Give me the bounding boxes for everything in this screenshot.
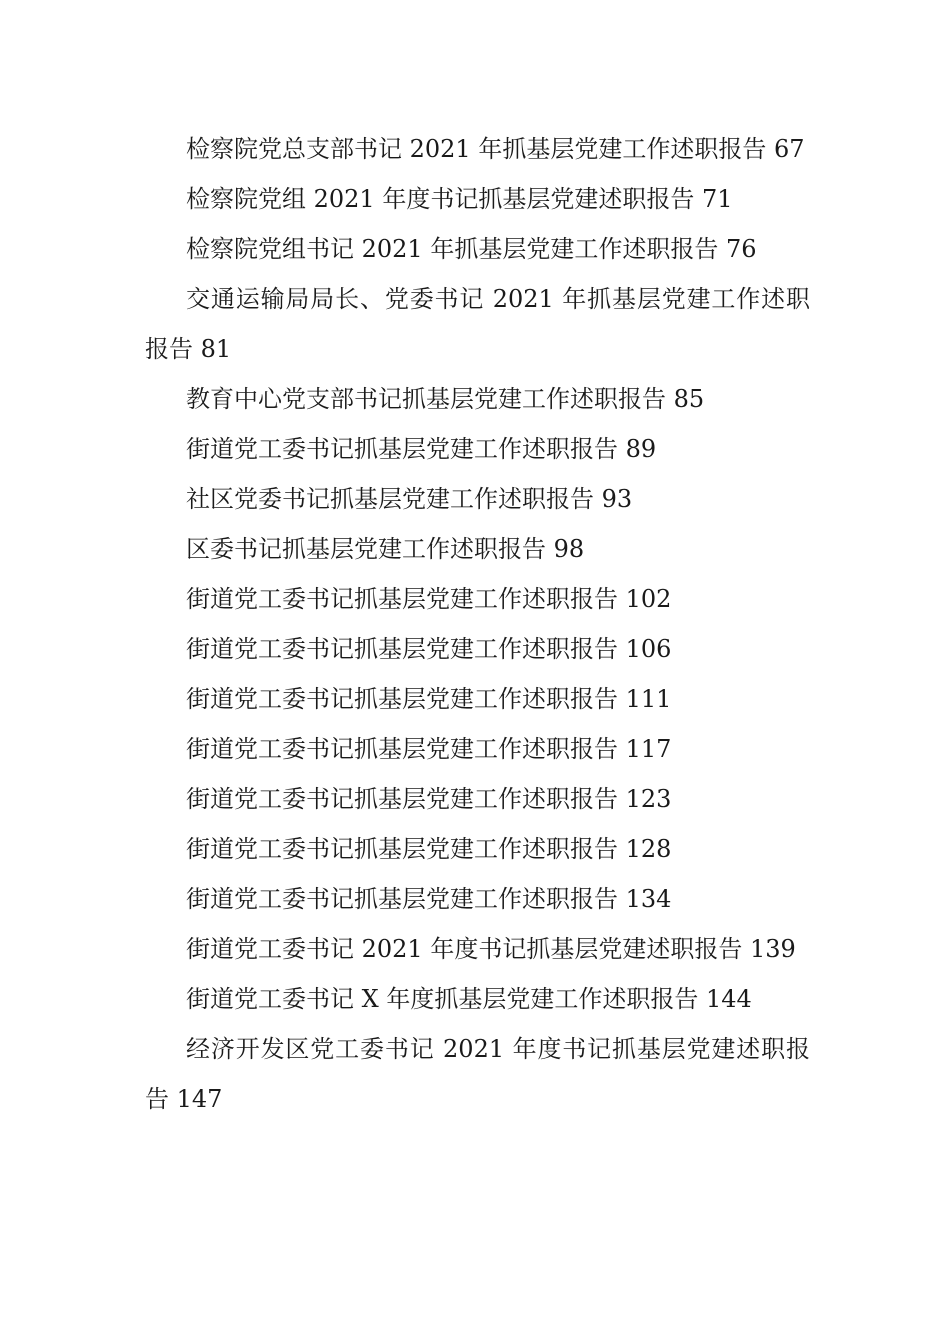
toc-entry-page: 98	[553, 535, 585, 563]
toc-entry	[145, 424, 810, 474]
toc-entry-page: 111	[625, 685, 672, 713]
toc-entry-title: 检察院党组 2021 年度书记抓基层党建述职报告	[186, 185, 695, 213]
toc-entry-title: 检察院党总支部书记 2021 年抓基层党建工作述职报告	[186, 135, 767, 163]
toc-entry-title: 街道党工委书记抓基层党建工作述职报告	[186, 885, 618, 913]
toc-entry	[145, 724, 810, 774]
toc-entry-title: 交通运输局局长、党委书记 2021 年抓基层党建工作述职报告	[145, 285, 810, 363]
toc-entry	[145, 924, 810, 974]
toc-entry	[145, 174, 810, 224]
toc-entry	[145, 824, 810, 874]
toc-entry-title: 检察院党组书记 2021 年抓基层党建工作述职报告	[186, 235, 719, 263]
toc-entry	[145, 524, 810, 574]
table-of-contents	[145, 124, 810, 1124]
toc-entry	[145, 774, 810, 824]
toc-entry-title: 街道党工委书记抓基层党建工作述职报告	[186, 685, 618, 713]
toc-entry-title: 街道党工委书记抓基层党建工作述职报告	[186, 735, 618, 763]
toc-entry-title: 街道党工委书记抓基层党建工作述职报告	[186, 635, 618, 663]
toc-entry	[145, 1024, 810, 1124]
toc-entry-title: 街道党工委书记抓基层党建工作述职报告	[186, 435, 618, 463]
toc-entry-title: 教育中心党支部书记抓基层党建工作述职报告	[186, 385, 666, 413]
toc-entry-title: 经济开发区党工委书记 2021 年度书记抓基层党建述职报告	[145, 1035, 810, 1113]
toc-entry-page: 93	[601, 485, 633, 513]
toc-entry-page: 134	[625, 885, 672, 913]
toc-entry-title: 社区党委书记抓基层党建工作述职报告	[186, 485, 594, 513]
toc-entry	[145, 974, 810, 1024]
toc-entry-title: 街道党工委书记抓基层党建工作述职报告	[186, 835, 618, 863]
toc-entry-page: 147	[176, 1085, 223, 1113]
toc-entry-page: 102	[625, 585, 672, 613]
toc-entry-page: 117	[625, 735, 672, 763]
toc-entry-title: 区委书记抓基层党建工作述职报告	[186, 535, 546, 563]
toc-entry	[145, 224, 810, 274]
toc-entry-page: 89	[625, 435, 657, 463]
toc-entry-page: 85	[673, 385, 705, 413]
toc-entry-title: 街道党工委书记抓基层党建工作述职报告	[186, 785, 618, 813]
toc-entry	[145, 624, 810, 674]
toc-entry-page: 128	[625, 835, 672, 863]
toc-entry-page: 139	[749, 935, 796, 963]
toc-entry	[145, 574, 810, 624]
toc-entry-title: 街道党工委书记 2021 年度书记抓基层党建述职报告	[186, 935, 743, 963]
toc-entry-title: 街道党工委书记 X 年度抓基层党建工作述职报告	[186, 985, 699, 1013]
toc-entry	[145, 674, 810, 724]
toc-entry	[145, 374, 810, 424]
toc-entry	[145, 124, 810, 174]
toc-entry-page: 67	[773, 135, 805, 163]
toc-entry	[145, 274, 810, 374]
toc-entry-page: 76	[725, 235, 757, 263]
toc-entry-title: 街道党工委书记抓基层党建工作述职报告	[186, 585, 618, 613]
toc-entry	[145, 874, 810, 924]
toc-entry-page: 106	[625, 635, 672, 663]
toc-entry-page: 81	[200, 335, 232, 363]
toc-entry	[145, 474, 810, 524]
toc-entry-page: 71	[701, 185, 733, 213]
toc-entry-page: 144	[705, 985, 752, 1013]
toc-entry-page: 123	[625, 785, 672, 813]
